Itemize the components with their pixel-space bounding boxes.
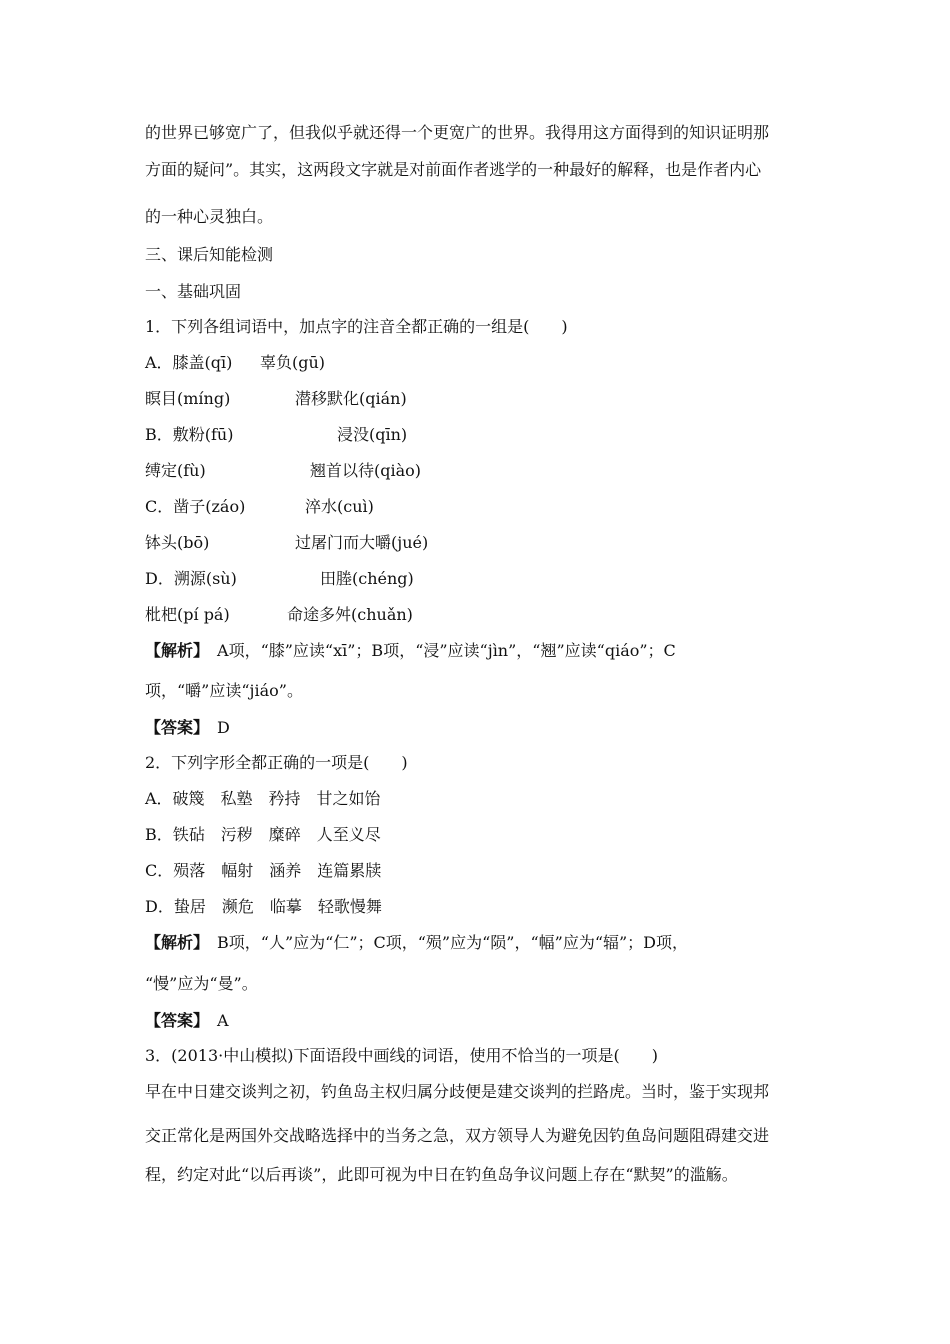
q1-option-row [145,533,428,553]
q1-option-row [145,353,325,373]
subsection-title: 一、基础巩固 [145,282,242,301]
q1-option-c-3: 钵头(bō) [145,533,210,552]
answer-label: 【答案】 [145,718,202,737]
q1-option-b-3: 缚定(fù) [145,461,206,480]
q1-option-row [145,569,414,589]
q1-answer-value: D [201,718,230,737]
q2-analysis-line-1 [145,933,688,953]
q1-option-row [145,389,407,409]
q1-option-row [145,497,374,517]
intro-line-2: 方面的疑问”。其实，这两段文字就是对前面作者逃学的一种最好的解释，也是作者内心 [145,160,762,179]
intro-line-1: 的世界已够宽广了，但我似乎就还得一个更宽广的世界。我得用这方面得到的知识证明那 [145,123,770,142]
q2-analysis-line-2: “慢”应为“曼”。 [145,974,258,993]
q2-answer [145,1011,229,1031]
q1-analysis-line-1 [145,641,676,661]
q1-option-row [145,605,413,625]
question-2-stem: 2．下列字形全都正确的一项是( ) [145,753,408,772]
q3-paragraph-line-3: 程，约定对此“以后再谈”，此即可视为中日在钓鱼岛争议问题上存在“默契”的滥觞。 [145,1165,738,1184]
q2-option-a: A．破篾 私塾 矜持 甘之如饴 [145,789,381,808]
q3-paragraph-line-2: 交正常化是两国外交战略选择中的当务之急，双方领导人为避免因钓鱼岛问题阻碍建交进 [145,1126,770,1145]
intro-line-3: 的一种心灵独白。 [145,207,274,226]
q2-option-c: C．殒落 幅射 涵养 连篇累牍 [145,861,382,880]
q1-option-a-4: 潜移默化(qián) [295,389,407,408]
q1-option-d-1: D．溯源(sù) [145,569,237,588]
q2-answer-value: A [201,1011,229,1030]
q2-option-b: B．铁砧 污秽 糜碎 人至义尽 [145,825,381,844]
q1-option-a-2: 辜负(gū) [260,353,326,372]
q1-option-c-1: C．凿子(záo) [145,497,246,516]
q1-option-b-4: 翘首以待(qiào) [310,461,422,480]
q1-analysis-line-2: 项，“嚼”应读“jiáo”。 [145,681,303,700]
q1-option-a-1: A．膝盖(qī) [145,353,233,372]
analysis-label: 【解析】 [145,933,202,952]
analysis-label: 【解析】 [145,641,202,660]
q1-answer [145,718,230,738]
q1-option-row [145,425,407,445]
q1-option-d-2: 田塍(chéng) [320,569,414,588]
q1-option-c-4: 过屠门而大嚼(jué) [295,533,429,552]
section-title: 三、课后知能检测 [145,245,274,264]
q1-option-d-3: 枇杷(pí pá) [145,605,230,624]
q1-option-b-1: B．敷粉(fū) [145,425,234,444]
q1-option-b-2: 浸没(qīn) [337,425,408,444]
q1-option-c-2: 淬水(cuì) [305,497,374,516]
q1-analysis-text: A项，“膝”应读“xī”；B项，“浸”应读“jìn”，“翘”应读“qiáo”；C [201,641,676,660]
q2-analysis-text: B项，“人”应为“仁”；C项，“殒”应为“陨”，“幅”应为“辐”；D项， [201,933,689,952]
question-1-stem: 1．下列各组词语中，加点字的注音全都正确的一组是( ) [145,317,568,336]
q3-paragraph-line-1: 早在中日建交谈判之初，钓鱼岛主权归属分歧便是建交谈判的拦路虎。当时，鉴于实现邦 [145,1082,770,1101]
question-3-stem: 3．(2013·中山模拟)下面语段中画线的词语，使用不恰当的一项是( ) [145,1046,658,1065]
q1-option-row [145,461,421,481]
q2-option-d: D．蛰居 濒危 临摹 轻歌慢舞 [145,897,382,916]
q1-option-a-3: 瞑目(míng) [145,389,231,408]
answer-label: 【答案】 [145,1011,202,1030]
q1-option-d-4: 命途多舛(chuǎn) [287,605,413,624]
